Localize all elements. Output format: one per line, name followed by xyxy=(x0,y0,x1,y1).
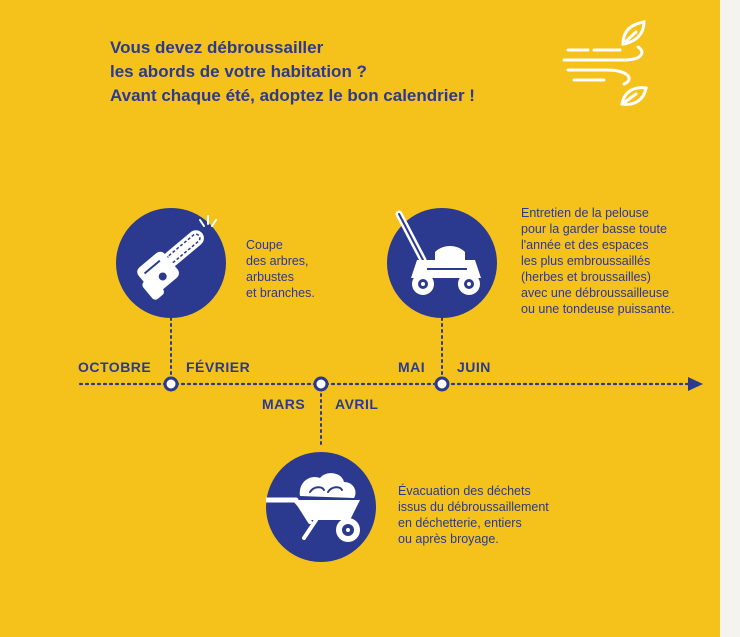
step-entretien-badge xyxy=(387,208,497,318)
entretien-line: Entretien de la pelouse xyxy=(521,206,649,220)
evacuation-line: issus du débroussaillement xyxy=(398,500,549,514)
page-margin xyxy=(720,0,740,637)
evacuation-line: ou après broyage. xyxy=(398,532,499,546)
timeline-arrow xyxy=(688,377,703,391)
wheelbarrow-icon xyxy=(266,452,376,562)
evacuation-line: en déchetterie, entiers xyxy=(398,516,522,530)
entretien-line: avec une débroussailleuse xyxy=(521,286,670,300)
month-fevrier: FÉVRIER xyxy=(186,359,251,375)
coupe-line: arbustes xyxy=(246,270,294,284)
title-line-2: les abords de votre habitation ? xyxy=(110,62,367,81)
evacuation-line: Évacuation des déchets xyxy=(398,484,531,498)
month-juin: JUIN xyxy=(457,359,491,375)
month-mars: MARS xyxy=(262,396,306,412)
month-octobre: OCTOBRE xyxy=(78,359,152,375)
entretien-line: (herbes et broussailles) xyxy=(521,270,651,284)
tick-octobre-fevrier xyxy=(165,378,177,390)
entretien-line: l'année et des espaces xyxy=(521,238,649,252)
step-coupe-badge xyxy=(116,208,226,318)
tick-mars-avril xyxy=(315,378,327,390)
coupe-line: des arbres, xyxy=(246,254,309,268)
step-evacuation-badge xyxy=(266,452,376,562)
chainsaw-icon xyxy=(116,208,226,318)
title-line-3: Avant chaque été, adoptez le bon calendrier ! xyxy=(110,86,475,105)
entretien-line: ou une tondeuse puissante. xyxy=(521,302,675,316)
entretien-line: les plus embroussaillés xyxy=(521,254,651,268)
tick-mai-juin xyxy=(436,378,448,390)
title-line-1: Vous devez débroussailler xyxy=(110,38,324,57)
step-entretien-text xyxy=(521,205,675,317)
month-mai: MAI xyxy=(398,359,426,375)
coupe-line: et branches. xyxy=(246,286,315,300)
step-coupe-text xyxy=(246,237,315,301)
coupe-line: Coupe xyxy=(246,238,283,252)
month-avril: AVRIL xyxy=(335,396,379,412)
lawnmower-icon xyxy=(387,208,497,318)
step-evacuation-text xyxy=(398,483,549,547)
entretien-line: pour la garder basse toute xyxy=(521,222,667,236)
